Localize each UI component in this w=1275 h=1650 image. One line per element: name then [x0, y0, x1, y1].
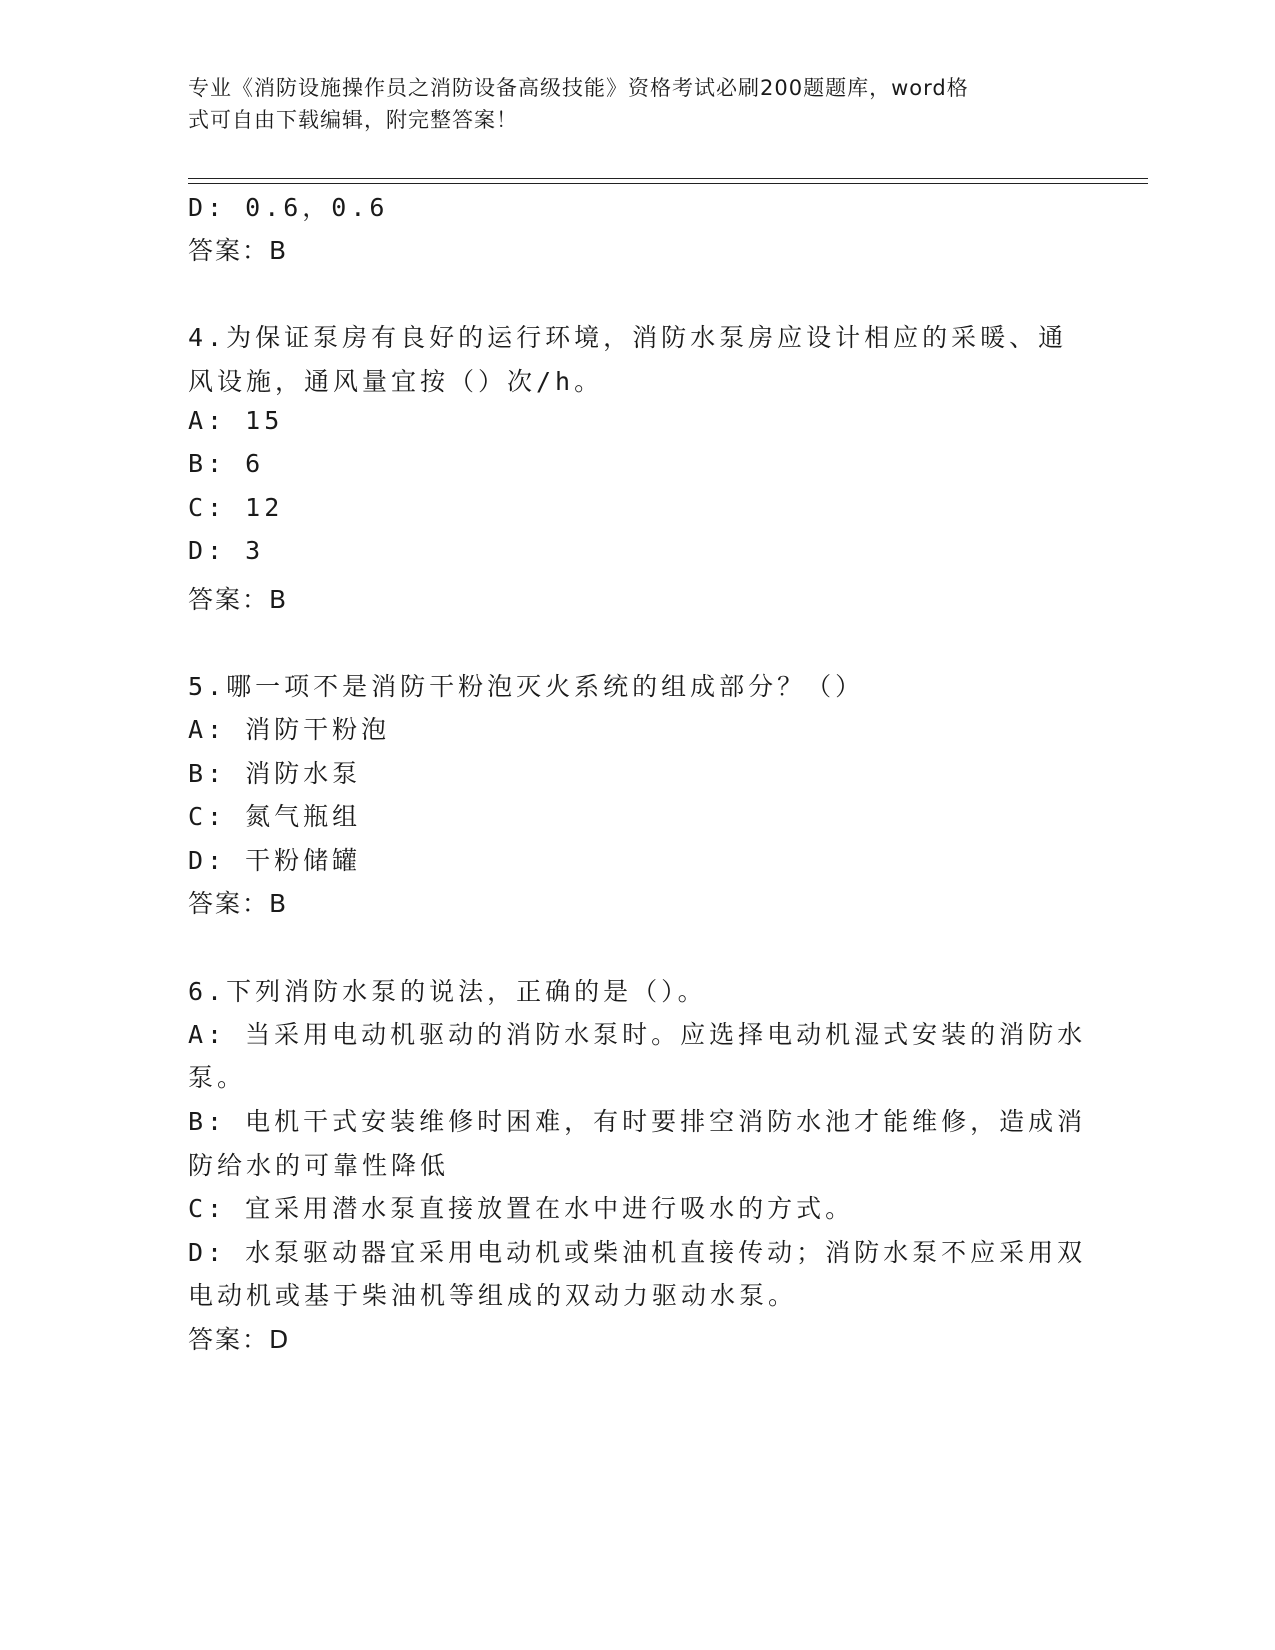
q5-option-d: D: 干粉储罐: [188, 846, 362, 875]
q4-option-d: D: 3: [188, 536, 265, 565]
question-content: [188, 0, 1088, 1650]
header-line-2: 式可自由下载编辑，附完整答案！: [188, 108, 518, 132]
q5-answer: 答案：B: [188, 889, 289, 918]
q6-option-d-line-1: D: 水泵驱动器宜采用电动机或柴油机直接传动；消防水泵不应采用双: [188, 1238, 1087, 1267]
q4-option-a: A: 15: [188, 406, 284, 435]
q6-option-b-line-1: B: 电机干式安装维修时困难，有时要排空消防水池才能维修，造成消: [188, 1107, 1087, 1136]
q6-option-a-line-1: A: 当采用电动机驱动的消防水泵时。应选择电动机湿式安装的消防水: [188, 1020, 1087, 1049]
header-line-1: 专业《消防设施操作员之消防设备高级技能》资格考试必刷200题题库，word格: [188, 76, 969, 100]
q3-option-d: D: 0.6，0.6: [188, 193, 389, 222]
q5-stem: 5.哪一项不是消防干粉泡灭火系统的组成部分？（）: [188, 672, 865, 701]
q3-answer: 答案：B: [188, 236, 289, 265]
q6-option-b-line-2: 防给水的可靠性降低: [188, 1151, 450, 1180]
q4-option-b: B: 6: [188, 449, 265, 478]
q5-option-b: B: 消防水泵: [188, 759, 362, 788]
q4-stem-line-2: 风设施，通风量宜按（）次/h。: [188, 367, 604, 396]
q5-option-a: A: 消防干粉泡: [188, 715, 391, 744]
q4-stem-line-1: 4.为保证泵房有良好的运行环境，消防水泵房应设计相应的采暖、通: [188, 323, 1068, 352]
q5-option-c: C: 氮气瓶组: [188, 802, 362, 831]
q4-option-c: C: 12: [188, 493, 284, 522]
q6-answer: 答案：D: [188, 1325, 291, 1354]
q6-stem: 6.下列消防水泵的说法，正确的是（）。: [188, 977, 707, 1006]
q4-answer: 答案：B: [188, 585, 289, 614]
q6-option-c: C: 宜采用潜水泵直接放置在水中进行吸水的方式。: [188, 1194, 855, 1223]
q6-option-a-line-2: 泵。: [188, 1063, 247, 1092]
q6-option-d-line-2: 电动机或基于柴油机等组成的双动力驱动水泵。: [188, 1281, 798, 1310]
